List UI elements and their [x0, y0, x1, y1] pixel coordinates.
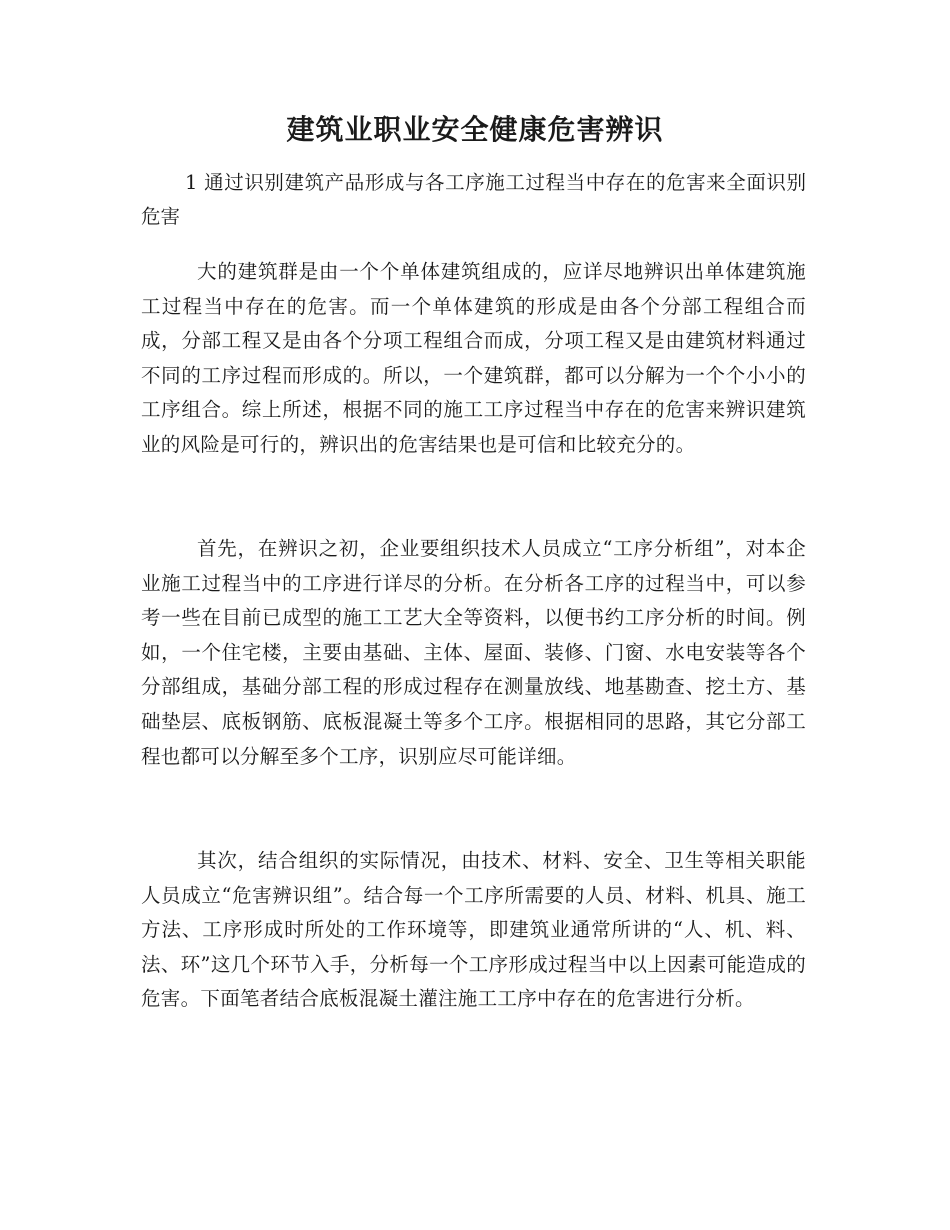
section-heading: 1 通过识别建筑产品形成与各工序施工过程当中存在的危害来全面识别危害: [141, 171, 806, 228]
body-paragraph: 首先，在辨识之初，企业要组织技术人员成立“工序分析组”，对本企业施工过程当中的工序进行详尽的分析。在分析各工序的过程当中，可以参考一些在目前已成型的施工工艺大全等资料，以便书约工序分析的时间。例如，一个住宅楼，主要由基础、主体、屋面、装修、门窗、水电安装等各个分部组成，基础分部工程的形成过程存在测量放线、地基勘查、挖土方、基础垫层、底板钢筋、底板混凝土等多个工序。根据相同的思路，其它分部工程也都可以分解至多个工序，识别应尽可能详细。: [141, 537, 806, 768]
body-paragraph: 大的建筑群是由一个个单体建筑组成的，应详尽地辨识出单体建筑施工过程当中存在的危害。而一个单体建筑的形成是由各个分部工程组合而成，分部工程又是由各个分项工程组合而成，分项工程又是由建筑材料通过不同的工序过程而形成的。所以，一个建筑群，都可以分解为一个个小小的工序组合。综上所述，根据不同的施工工序过程当中存在的危害来辨识建筑业的风险是可行的，辨识出的危害结果也是可信和比较充分的。: [141, 260, 806, 456]
document-title: 建筑业职业安全健康危害辨识: [286, 113, 664, 146]
body-paragraph: 其次，结合组织的实际情况，由技术、材料、安全、卫生等相关职能人员成立“危害辨识组”。结合每一个工序所需要的人员、材料、机具、施工方法、工序形成时所处的工作环境等，即建筑业通常所讲的“人、机、料、法、环”这几个环节入手，分析每一个工序形成过程当中以上因素可能造成的危害。下面笔者结合底板混凝土灌注施工工序中存在的危害进行分析。: [141, 849, 806, 1011]
